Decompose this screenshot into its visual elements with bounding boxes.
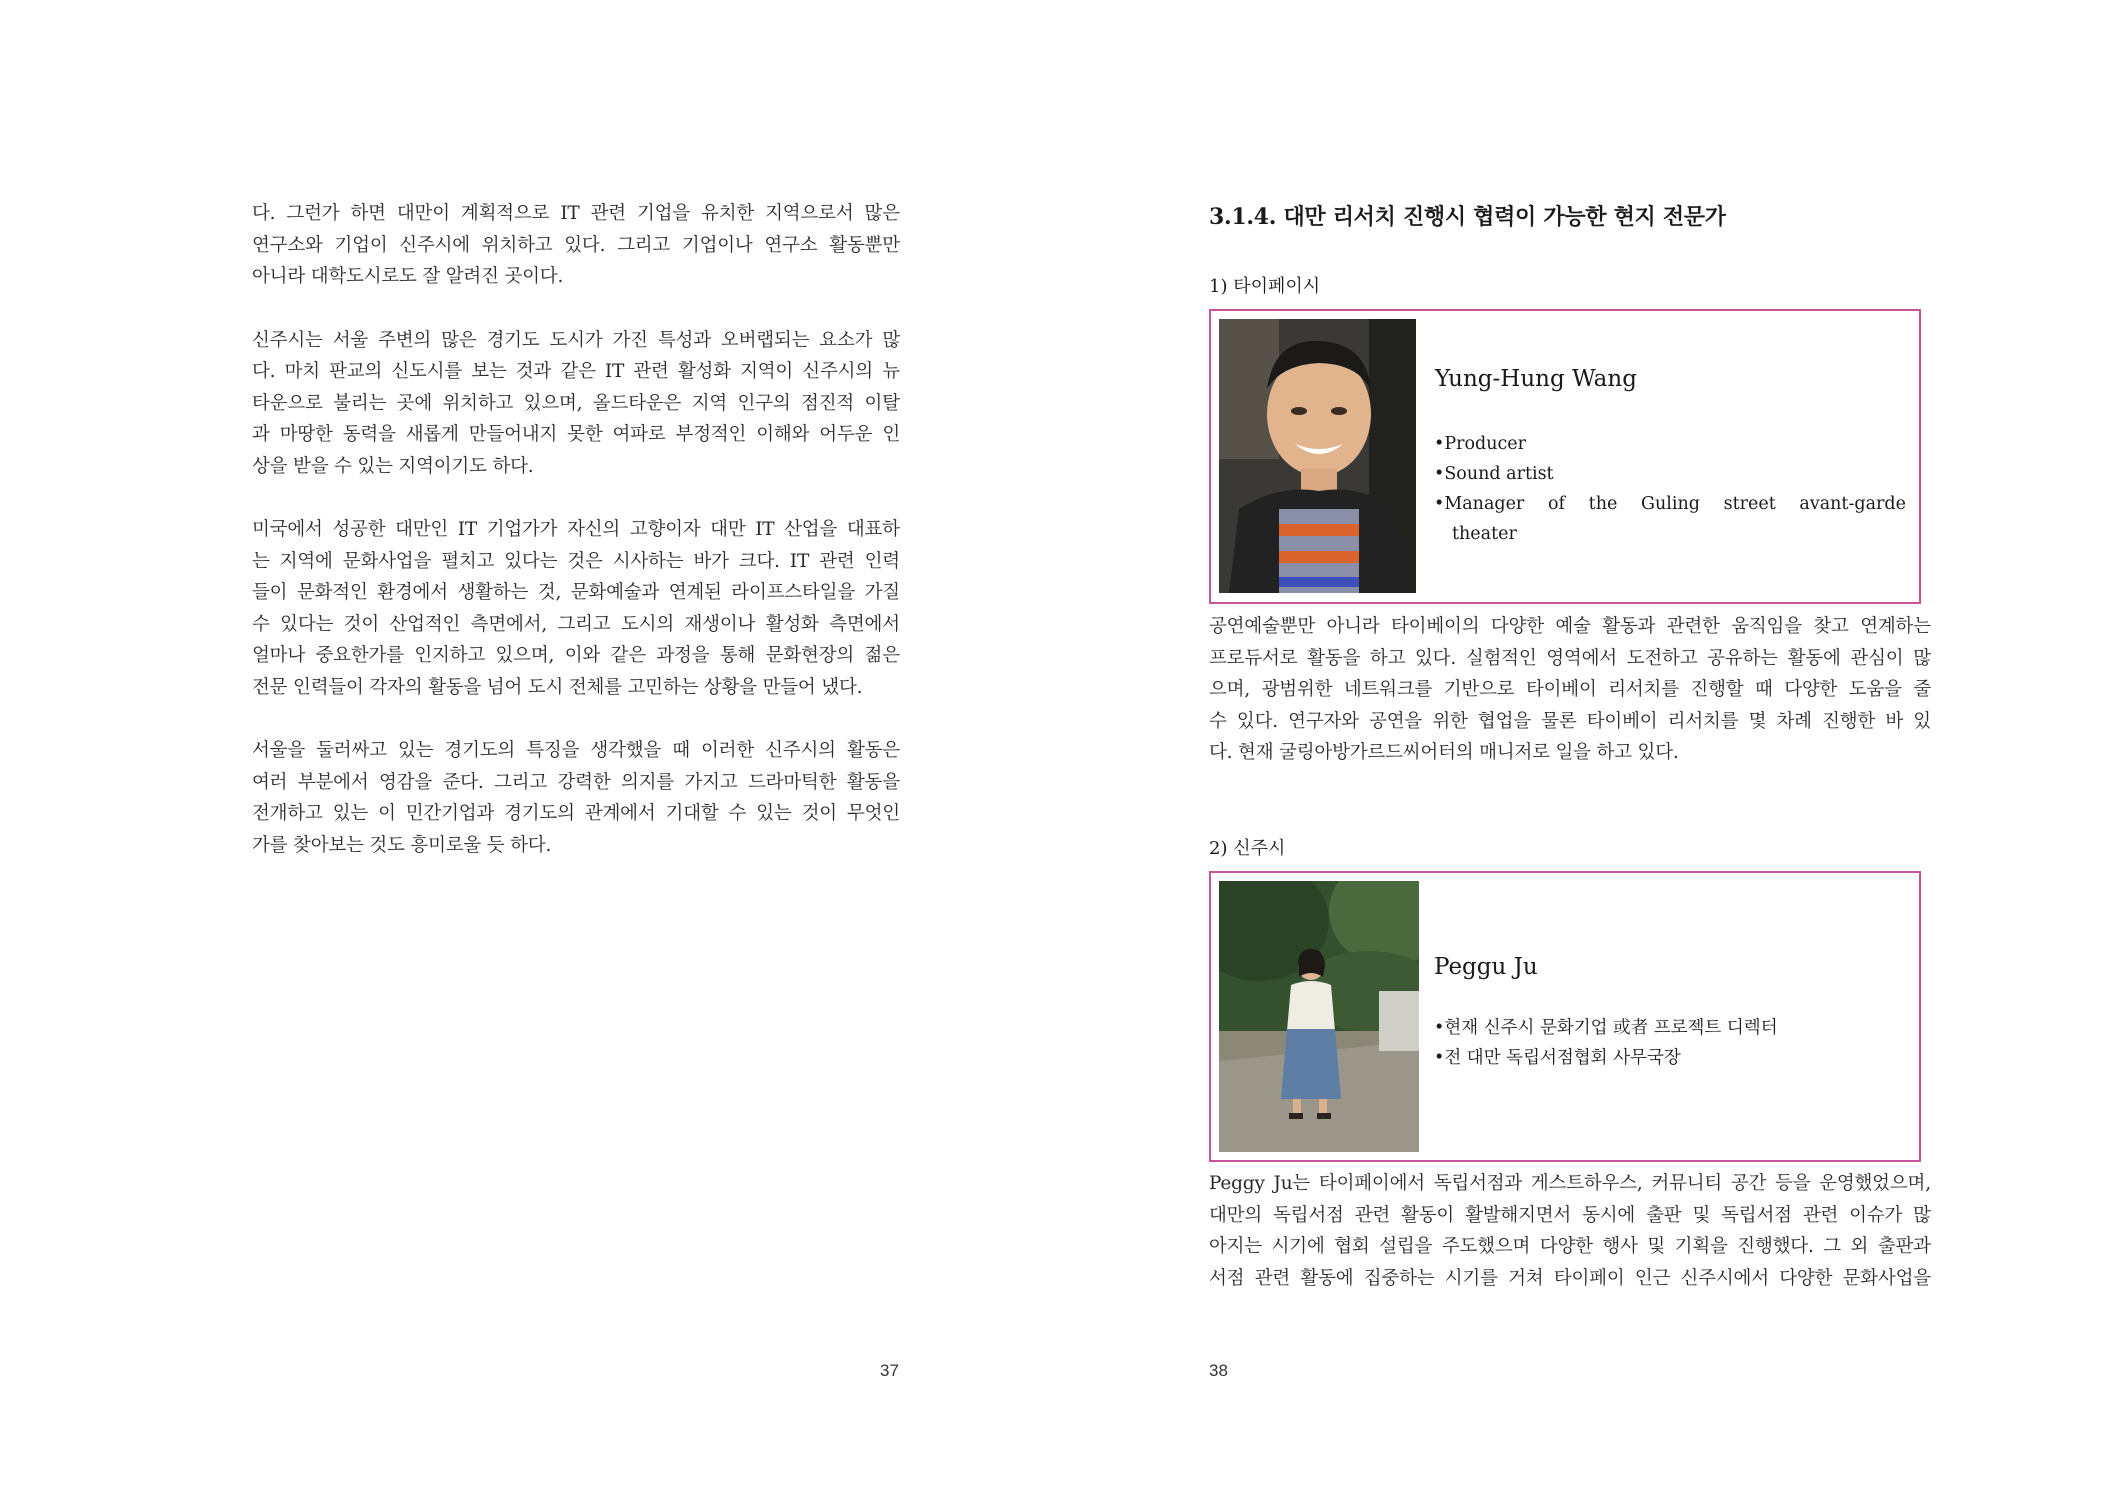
left-body-text <box>252 198 900 893</box>
paragraph: 미국에서 성공한 대만인 IT 기업가가 자신의 고향이자 대만 IT 산업을 대표하 는 지역에 문화사업을 펼치고 있다는 것은 시사하는 바가 크다. IT 관련 인력 들이 문화적인 환경에서 생활하는 것, 문화예술과 연계된 라이프스타일을 가질 수 있다는 것이 산업적인 측면에서, 그리고 도시의 재생이나 활성화 측면에서 얼마나 중요한가를 인지하고 있으며, 이와 같은 과정을 통해 문화현장의 젊은 전문 인력들이 각자의 활동을 넘어 도시 전체를 고민하는 상황을 만들어 냈다. <box>252 519 900 698</box>
subsection-heading: 1) 타이페이시 <box>1209 276 1321 297</box>
paragraph: Peggy Ju는 타이페이에서 독립서점과 게스트하우스, 커뮤니티 공간 등을 운영했었으며, 대만의 독립서점 관련 활동이 활발해지면서 동시에 출판 및 독립서점 관련 이슈가 많 아지는 시기에 협회 설립을 주도했으며 다양한 행사 및 기획을 진행했다. 그 외 출판과 서점 관련 활동에 집중하는 시기를 거쳐 타이페이 인근 신주시에서 다양한 문화사업을 <box>1209 1173 1931 1289</box>
subsection-heading: 2) 신주시 <box>1209 838 1286 859</box>
page-number: 37 <box>880 1361 899 1380</box>
person-photo-icon <box>1219 881 1419 1152</box>
person-name: Yung-Hung Wang <box>1435 366 1637 392</box>
profile-card <box>1209 871 1921 1162</box>
profile-photo <box>1219 881 1419 1152</box>
paragraph: 다. 그런가 하면 대만이 계획적으로 IT 관련 기업을 유치한 지역으로서 많은 연구소와 기업이 신주시에 위치하고 있다. 그리고 기업이나 연구소 활동뿐만 아니라 대학도시로도 잘 알려진 곳이다. <box>252 203 900 287</box>
section-title: 3.1.4. 대만 리서치 진행시 협력이 가능한 현지 전문가 <box>1209 204 1726 230</box>
role-list <box>1434 429 1906 549</box>
role-item-continued: theater <box>1452 524 1517 544</box>
paragraph: 서울을 둘러싸고 있는 경기도의 특징을 생각했을 때 이러한 신주시의 활동은 여러 부분에서 영감을 준다. 그리고 강력한 의지를 가지고 드라마틱한 활동을 전개하고 있는 이 민간기업과 경기도의 관계에서 기대할 수 있는 것이 무엇인 가를 찾아보는 것도 흥미로울 듯 하다. <box>252 740 900 856</box>
role-item: •Sound artist <box>1434 464 1554 484</box>
page-number: 38 <box>1209 1361 1228 1380</box>
role-item: •현재 신주시 문화기업 或者 프로젝트 디렉터 <box>1434 1018 1778 1038</box>
role-item: •Producer <box>1434 434 1526 454</box>
paragraph: 공연예술뿐만 아니라 타이베이의 다양한 예술 활동과 관련한 움직임을 찾고 연계하는 프로듀서로 활동을 하고 있다. 실험적인 영역에서 도전하고 공유하는 활동에 관심이 많 으며, 광범위한 네트워크를 기반으로 타이베이 리서치를 진행할 때 다양한 도움을 줄 수 있다. 연구자와 공연을 위한 협업을 물론 타이베이 리서치를 몇 차례 진행한 바 있 다. 현재 굴링아방가르드씨어터의 매니저로 일을 하고 있다. <box>1209 616 1931 763</box>
paragraph: 신주시는 서울 주변의 많은 경기도 도시가 가진 특성과 오버랩되는 요소가 많 다. 마치 판교의 신도시를 보는 것과 같은 IT 관련 활성화 지역이 신주시의 뉴 타운으로 불리는 곳에 위치하고 있으며, 올드타운은 지역 인구의 점진적 이탈 과 마땅한 동력을 새롭게 만들어내지 못한 여파로 부정적인 이해와 어두운 인 상을 받을 수 있는 지역이기도 하다. <box>252 329 900 477</box>
profile-photo <box>1219 319 1416 593</box>
left-page <box>0 0 1052 1488</box>
person-photo-icon <box>1219 319 1416 593</box>
person-name: Peggu Ju <box>1434 954 1538 980</box>
role-item: •전 대만 독립서점협회 사무국장 <box>1434 1048 1681 1068</box>
right-page <box>1052 0 2105 1488</box>
role-item: •Manager of the Guling street avant-garde <box>1434 494 1906 514</box>
profile-card <box>1209 309 1921 604</box>
role-list <box>1434 1013 1906 1073</box>
